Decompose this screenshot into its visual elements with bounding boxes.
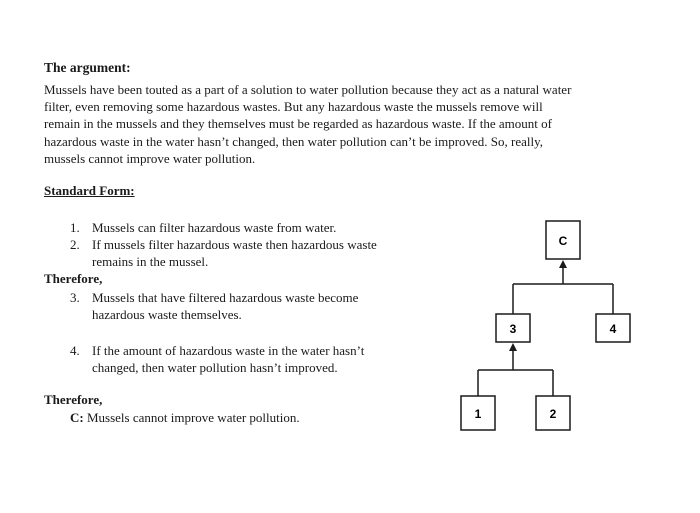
premise-2-number: 2. bbox=[70, 237, 80, 252]
subconclusion-3-text-line1: Mussels that have filtered hazardous waste become bbox=[92, 290, 359, 305]
therefore-label-2: Therefore, bbox=[44, 392, 103, 407]
premise-1-text: Mussels can filter hazardous waste from water. bbox=[92, 220, 337, 235]
conclusion-label: C: bbox=[70, 410, 84, 425]
premise-4-number: 4. bbox=[70, 343, 80, 358]
node-2-label: 2 bbox=[549, 407, 557, 421]
standard-form-heading: Standard Form: bbox=[44, 183, 135, 198]
premise-2-text-line1: If mussels filter hazardous waste then hazardous waste bbox=[92, 237, 377, 252]
node-4 bbox=[596, 314, 630, 342]
argument-paragraph: Mussels have been touted as a part of a solution to water pollution because they act as a natural water filter, even removing some hazardous wastes. But any hazardous waste the mussels remove will remain in the mussels and they themselves must be regarded as hazardous waste. If the amount of hazardous waste in the water hasn’t changed, then water pollution can’t be improved. So, really, mussels cannot improve water pollution. bbox=[44, 82, 572, 166]
node-1-label: 1 bbox=[474, 407, 482, 421]
subconclusion-3-number: 3. bbox=[70, 290, 80, 305]
premise-2-text-line2: remains in the mussel. bbox=[92, 253, 209, 269]
node-3 bbox=[496, 314, 530, 342]
therefore-label-1: Therefore, bbox=[44, 271, 103, 286]
argument-heading: The argument: bbox=[44, 60, 131, 75]
premise-4-text-line2: changed, then water pollution hasn’t improved. bbox=[92, 359, 338, 375]
node-1 bbox=[461, 396, 495, 430]
connector-3-4-to-c bbox=[513, 264, 613, 314]
subconclusion-3-text-line2: hazardous waste themselves. bbox=[92, 306, 242, 322]
connector-1-2-to-3 bbox=[478, 347, 553, 396]
node-c bbox=[546, 221, 580, 259]
node-2 bbox=[536, 396, 570, 430]
node-3-label: 3 bbox=[509, 322, 517, 336]
node-4-label: 4 bbox=[609, 322, 617, 336]
node-c-label: C bbox=[558, 234, 568, 248]
conclusion-text: Mussels cannot improve water pollution. bbox=[86, 410, 300, 425]
premise-4-text-line1: If the amount of hazardous waste in the water hasn’t bbox=[92, 343, 365, 358]
premise-1-number: 1. bbox=[70, 220, 80, 235]
